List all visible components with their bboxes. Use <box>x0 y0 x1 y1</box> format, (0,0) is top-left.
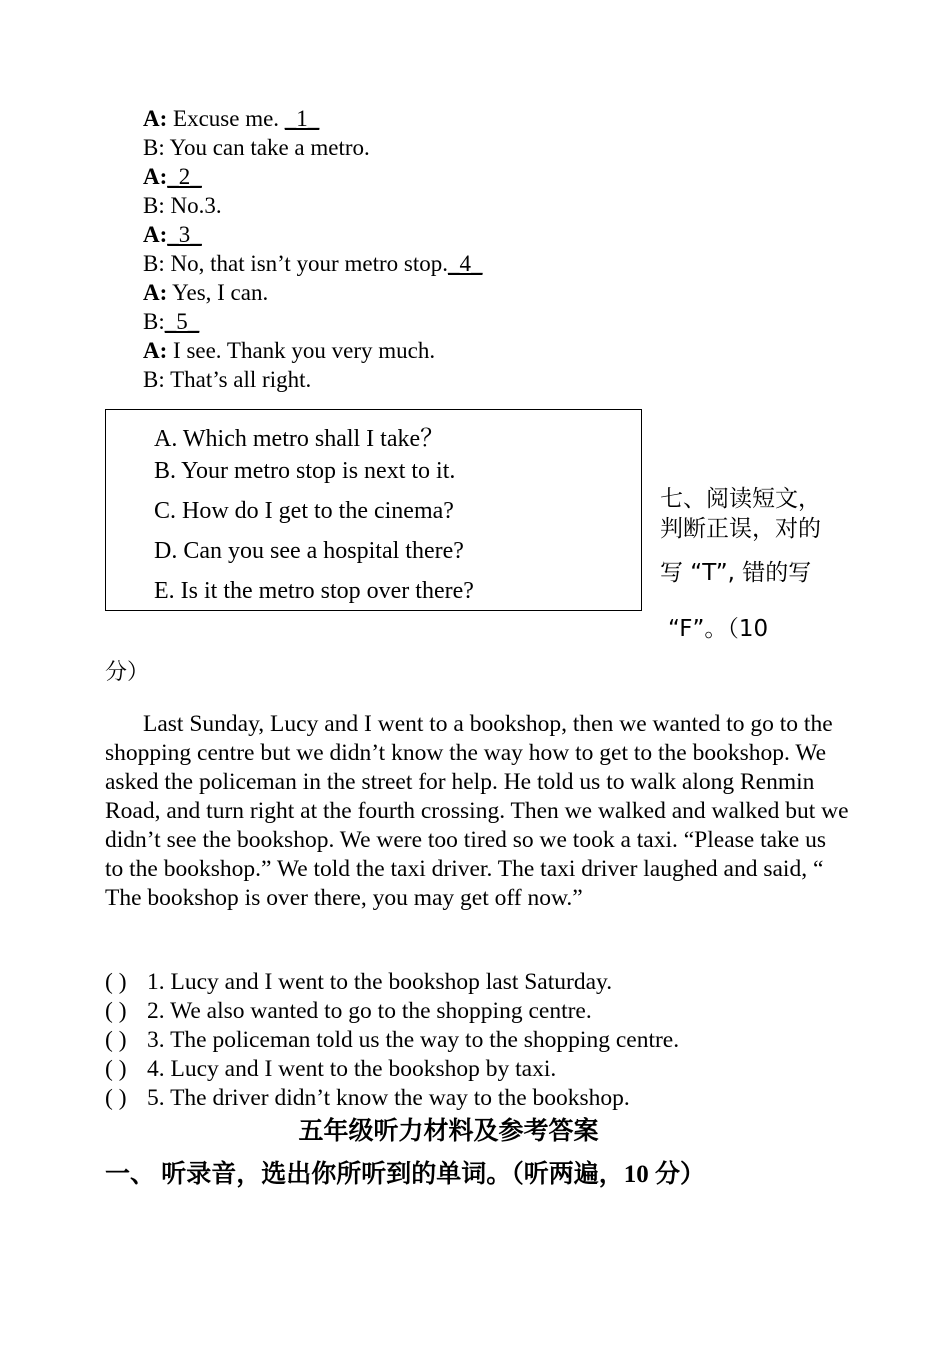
dialogue-line <box>143 191 482 220</box>
speaker: A: <box>143 164 168 189</box>
question-item <box>105 968 679 997</box>
speaker: B: <box>143 193 165 218</box>
answer-bracket[interactable]: ( ) <box>105 1085 127 1111</box>
section7-line: 七、阅读短文， <box>660 486 821 512</box>
option-e: E. Is it the metro stop over there? <box>154 578 474 604</box>
line-text: No, that isn’t your metro stop. <box>164 251 448 276</box>
dialogue-line <box>143 278 482 307</box>
line-text: Excuse me. <box>167 106 285 131</box>
blank: _3_ <box>167 222 202 247</box>
question-text: 4. Lucy and I went to the bookshop by taxi. <box>147 1056 557 1082</box>
speaker: A: <box>143 338 168 363</box>
question-text: 2. We also wanted to go to the shopping centre. <box>147 998 592 1024</box>
speaker: B: <box>143 135 165 160</box>
dialogue-line <box>143 365 482 394</box>
blank: _2_ <box>167 164 202 189</box>
blank: _4_ <box>447 251 483 276</box>
line-text: I see. Thank you very much. <box>167 338 436 363</box>
question-item <box>105 997 679 1026</box>
option-a: A. Which metro shall I take？ <box>154 426 445 452</box>
answer-heading: 五年级听力材料及参考答案 <box>298 1118 599 1145</box>
dialogue-line <box>143 307 482 336</box>
speaker: B: <box>143 251 165 276</box>
dialogue-line <box>143 162 482 191</box>
answer-bracket[interactable]: ( ) <box>105 1027 127 1053</box>
question-text: 5. The driver didn’t know the way to the bookshop. <box>147 1085 630 1111</box>
section1-title: 一、 听录音，选出你所听到的单词。（听两遍，10 分） <box>105 1161 706 1188</box>
line-text: That’s all right. <box>164 367 312 392</box>
blank: _1_ <box>284 106 320 131</box>
dialogue-line <box>143 336 482 365</box>
speaker: B: <box>143 309 165 334</box>
line-text: You can take a metro. <box>164 135 370 160</box>
option-d: D. Can you see a hospital there? <box>154 538 464 564</box>
question-item <box>105 1026 679 1055</box>
section7-line: “F”。（10 <box>668 616 769 642</box>
dialogue-line <box>143 104 482 133</box>
section7-line: 写 “T”, 错的写 <box>660 560 812 586</box>
blank: _5_ <box>164 309 200 334</box>
passage-text: Last Sunday, Lucy and I went to a bookshop, then we wanted to go to the shopping centre but we didn’t know the way how to get to the bookshop. We asked the policeman in the street for help. He told us to walk along Renmin Road, and turn right at the fourth crossing. Then we walked and walked but we didn’t see the bookshop. We were too tired so we took a taxi. “Please take us to the bookshop.” We told the taxi driver. The taxi driver laughed and said, “ The bookshop is over there, you may get off now.” <box>105 711 849 911</box>
dialogue-line <box>143 249 482 278</box>
speaker: A: <box>143 106 168 131</box>
dialogue-line <box>143 133 482 162</box>
option-c: C. How do I get to the cinema? <box>154 498 454 524</box>
question-text: 3. The policeman told us the way to the shopping centre. <box>147 1027 680 1053</box>
question-item <box>105 1084 679 1113</box>
speaker: A: <box>143 222 168 247</box>
answer-bracket[interactable]: ( ) <box>105 969 127 995</box>
option-b: B. Your metro stop is next to it. <box>154 458 456 484</box>
line-text: Yes, I can. <box>167 280 269 305</box>
speaker: B: <box>143 367 165 392</box>
dialogue <box>143 104 482 394</box>
section7-line: 分） <box>105 660 150 685</box>
question-item <box>105 1055 679 1084</box>
answer-bracket[interactable]: ( ) <box>105 998 127 1024</box>
question-text: 1. Lucy and I went to the bookshop last Saturday. <box>147 969 613 995</box>
dialogue-line <box>143 220 482 249</box>
options-box <box>105 409 642 611</box>
reading-passage <box>105 710 850 913</box>
line-text: No.3. <box>164 193 222 218</box>
speaker: A: <box>143 280 168 305</box>
true-false-questions <box>105 968 679 1113</box>
answer-bracket[interactable]: ( ) <box>105 1056 127 1082</box>
section7-line: 判断正误，对的 <box>660 516 821 542</box>
